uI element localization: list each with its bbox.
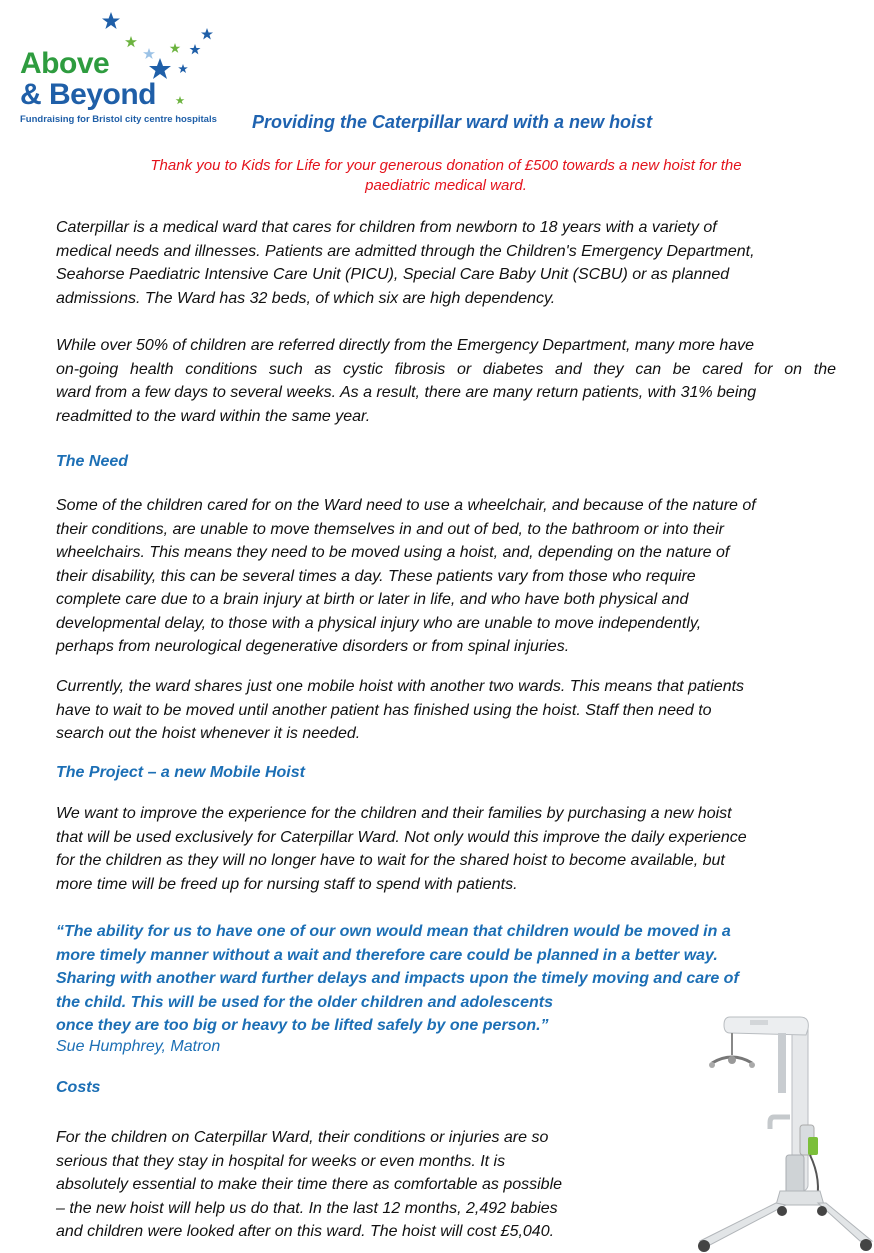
paragraph-line: Caterpillar is a medical ward that cares for children from newborn to 18 years with a variety of — [56, 219, 717, 236]
thank-you-line: Thank you to Kids for Life for your generous donation of £500 towards a new hoist for the — [150, 157, 742, 174]
paragraph-line: perhaps from neurological degenerative disorders or from spinal injuries. — [56, 638, 570, 655]
paragraph-line: We want to improve the experience for the children and their families by purchasing a new hoist — [56, 805, 732, 822]
need-paragraph — [56, 494, 756, 659]
paragraph-line: developmental delay, to those with a physical injury who are unable to move independently, — [56, 614, 702, 632]
paragraph-line: medical needs and illnesses. Patients are admitted through the Children's Emergency Department, — [56, 242, 755, 260]
logo-wordmark-line2: & Beyond — [20, 78, 157, 111]
thank-you-note — [80, 156, 812, 196]
paragraph-line: – the new hoist will help us do that. In the last 12 months, 2,492 babies — [56, 1199, 558, 1217]
paragraph-line: readmitted to the ward within the same year. — [56, 407, 371, 425]
paragraph-line: that will be used exclusively for Caterpillar Ward. Not only would this improve the daily experience — [56, 828, 747, 846]
paragraph-line: on-going health conditions such as cystic fibrosis or diabetes and they can be cared for on the — [56, 360, 836, 378]
paragraph-line: their disability, this can be several times a day. These patients vary from those who require — [56, 567, 696, 585]
quote-attribution: Sue Humphrey, Matron — [56, 1038, 221, 1055]
paragraph-line: Currently, the ward shares just one mobile hoist with another two wards. This means that patients — [56, 678, 745, 695]
paragraph-line: their conditions, are unable to move themselves in and out of bed, to the bathroom or into their — [56, 520, 724, 538]
paragraph-line: complete care due to a brain injury at birth or later in life, and who have both physical and — [56, 591, 689, 608]
project-heading: The Project – a new Mobile Hoist — [56, 764, 305, 781]
paragraph-line: have to wait to be moved until another patient has finished using the hoist. Staff then need to — [56, 701, 712, 719]
mobile-hoist-image — [690, 1005, 874, 1253]
thank-you-line: paediatric medical ward. — [365, 177, 527, 194]
paragraph-line: Some of the children cared for on the Ward need to use a wheelchair, and because of the nature of — [56, 497, 756, 514]
paragraph-line: For the children on Caterpillar Ward, their conditions or injuries are so — [56, 1129, 549, 1146]
logo-tagline: Fundraising for Bristol city centre hospitals — [20, 114, 217, 125]
quote-line: Sharing with another ward further delays and impacts upon the timely moving and care of — [56, 970, 739, 987]
referrals-paragraph — [56, 334, 836, 428]
page-title: Providing the Caterpillar ward with a new hoist — [252, 112, 653, 132]
need-heading: The Need — [56, 453, 129, 470]
paragraph-line: search out the hoist whenever it is needed. — [56, 725, 361, 742]
matron-quote — [56, 920, 739, 1038]
logo-wordmark-line1: Above — [20, 47, 110, 80]
costs-heading: Costs — [56, 1079, 101, 1096]
paragraph-line: ward from a few days to several weeks. As a result, there are many return patients, with 31% being — [56, 384, 757, 401]
paragraph-line: and children were looked after on this ward. The hoist will cost £5,040. — [56, 1223, 555, 1240]
paragraph-line: more time will be freed up for nursing staff to spend with patients. — [56, 875, 518, 893]
quote-line: the child. This will be used for the older children and adolescents — [56, 993, 553, 1011]
quote-line: “The ability for us to have one of our own would mean that children would be moved in a — [56, 923, 731, 940]
above-and-beyond-logo — [18, 8, 238, 128]
paragraph-line: admissions. The Ward has 32 beds, of which six are high dependency. — [56, 289, 556, 307]
paragraph-line: absolutely essential to make their time there as comfortable as possible — [56, 1176, 563, 1193]
project-paragraph — [56, 802, 747, 896]
quote-line: once they are too big or heavy to be lifted safely by one person.” — [56, 1017, 549, 1034]
costs-paragraph — [56, 1126, 562, 1244]
intro-paragraph — [56, 216, 755, 310]
need-paragraph-2 — [56, 675, 744, 746]
quote-line: more timely manner without a wait and therefore care could be planned in a better way. — [56, 946, 718, 964]
paragraph-line: for the children as they will no longer have to wait for the shared hoist to become available, but — [56, 852, 725, 869]
paragraph-line: serious that they stay in hospital for weeks or even months. It is — [56, 1152, 506, 1170]
paragraph-line: While over 50% of children are referred directly from the Emergency Department, many more have — [56, 337, 755, 354]
paragraph-line: wheelchairs. This means they need to be moved using a hoist, and, depending on the nature of — [56, 544, 730, 561]
paragraph-line: Seahorse Paediatric Intensive Care Unit (PICU), Special Care Baby Unit (SCBU) or as planned — [56, 266, 730, 283]
